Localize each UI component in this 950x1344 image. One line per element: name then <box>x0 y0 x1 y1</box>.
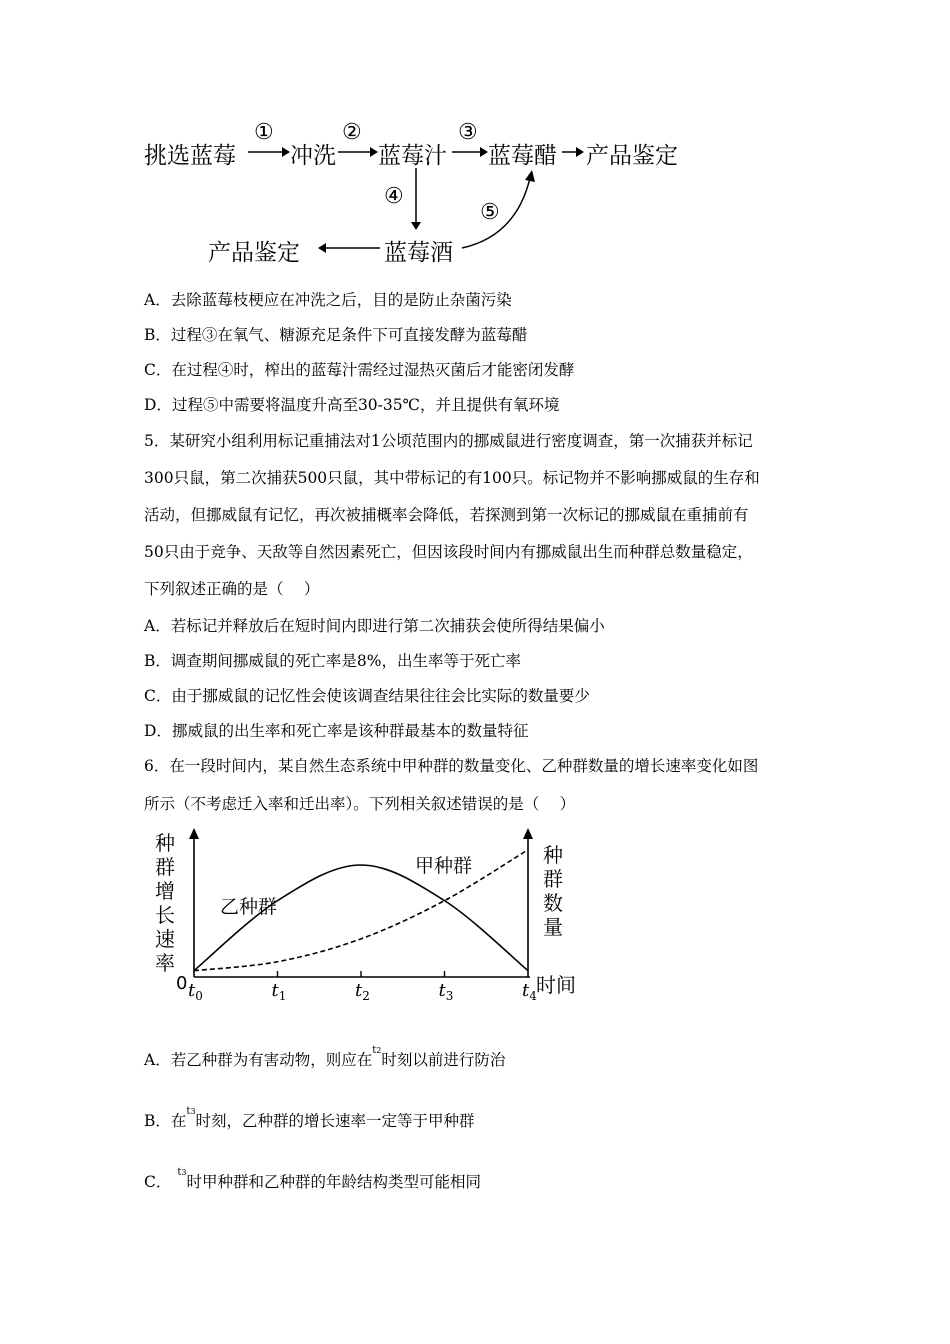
q5-option-d: D．挪威鼠的出生率和死亡率是该种群最基本的数量特征 <box>144 722 529 740</box>
ylabel-right-char-3: 数 <box>543 891 563 915</box>
y-axis-left-arrow <box>189 828 199 839</box>
flow-wash: 冲洗 <box>290 143 336 169</box>
ylabel-left <box>155 831 175 975</box>
q6-option-c: C．$^{t3}$时甲种群和乙种群的年龄结构类型可能相同 <box>144 1167 482 1191</box>
flow-vinegar: 蓝莓醋 <box>488 143 557 169</box>
ylabel-left-char-1: 种 <box>155 831 175 855</box>
flow-mark-3: ③ <box>458 120 478 145</box>
flow-juice: 蓝莓汁 <box>378 143 447 169</box>
q5-stem-line: 50只由于竞争、天敌等自然因素死亡，但因该段时间内有挪威鼠出生而种群总数量稳定， <box>144 543 753 561</box>
flow-wine: 蓝莓酒 <box>384 240 453 266</box>
q5-stem-line: 下列叙述正确的是（ ） <box>144 580 320 598</box>
origin-label: 0 <box>176 973 188 994</box>
series-yi-label: 乙种群 <box>220 896 278 918</box>
series-jia-label: 甲种群 <box>415 855 473 877</box>
q6-option-b: B．在$^{t3}$时刻，乙种群的增长速率一定等于甲种群 <box>144 1106 475 1130</box>
q5-option-c: C．由于挪威鼠的记忆性会使该调查结果往往会比实际的数量要少 <box>144 687 590 705</box>
ylabel-right <box>543 843 563 939</box>
xlabel: 时间 <box>536 973 576 997</box>
ylabel-right-char-2: 群 <box>543 867 563 891</box>
x-tick-label: $t_4$ <box>522 980 537 1003</box>
ylabel-right-char-1: 种 <box>543 843 563 867</box>
q6-option-a: A．若乙种群为有害动物，则应在$^{t2}$时刻以前进行防治 <box>144 1045 506 1069</box>
x-tick-label: $t_1$ <box>271 980 287 1003</box>
y-axis-right-arrow <box>523 828 533 839</box>
ylabel-left-char-5: 速 <box>155 927 175 951</box>
q4-option-a: A．去除蓝莓枝梗应在冲洗之后，目的是防止杂菌污染 <box>144 291 512 309</box>
q5-stem-line: 300只鼠，第二次捕获500只鼠，其中带标记的有100只。标记物并不影响挪威鼠的生存和 <box>144 469 760 487</box>
flow-mark-5: ⑤ <box>480 200 500 225</box>
q5-option-b: B．调查期间挪威鼠的死亡率是8%，出生率等于死亡率 <box>144 652 521 670</box>
ylabel-left-char-4: 长 <box>155 903 175 927</box>
flow-mark-2: ② <box>342 120 362 145</box>
q4-option-b: B．过程③在氧气、糖源充足条件下可直接发酵为蓝莓醋 <box>144 326 528 344</box>
flow-end-top: 产品鉴定 <box>586 143 678 169</box>
x-ticks <box>188 971 537 1003</box>
q5-stem-line: 活动，但挪威鼠有记忆，再次被捕概率会降低，若探测到第一次标记的挪威鼠在重捕前有 <box>144 506 749 524</box>
ylabel-left-char-3: 增 <box>155 879 175 903</box>
x-tick-label: $t_0$ <box>188 980 203 1003</box>
q4-option-d: D．过程⑤中需要将温度升高至30-35℃，并且提供有氧环境 <box>144 396 560 414</box>
ylabel-left-char-6: 率 <box>155 951 175 975</box>
x-tick-label: $t_3$ <box>438 980 454 1003</box>
population-chart <box>140 825 600 1010</box>
q6-stem-line: 6．在一段时间内，某自然生态系统中甲种群的数量变化、乙种群数量的增长速率变化如图 <box>144 757 759 775</box>
ylabel-right-char-4: 量 <box>543 915 563 939</box>
q4-option-c: C．在过程④时，榨出的蓝莓汁需经过湿热灭菌后才能密闭发酵 <box>144 361 575 379</box>
q6-stem-line: 所示（不考虑迁入率和迁出率）。下列相关叙述错误的是（ ） <box>144 795 576 813</box>
flow-start: 挑选蓝莓 <box>144 143 236 169</box>
flow-mark-1: ① <box>254 120 274 145</box>
ylabel-left-char-2: 群 <box>155 855 175 879</box>
q5-stem-line: 5．某研究小组利用标记重捕法对1公顷范围内的挪威鼠进行密度调查，第一次捕获并标记 <box>144 432 753 450</box>
x-tick-label: $t_2$ <box>355 980 370 1003</box>
q5-option-a: A．若标记并释放后在短时间内即进行第二次捕获会使所得结果偏小 <box>144 617 605 635</box>
flow-mark-4: ④ <box>384 184 404 209</box>
flow-end-bottom: 产品鉴定 <box>208 240 300 266</box>
